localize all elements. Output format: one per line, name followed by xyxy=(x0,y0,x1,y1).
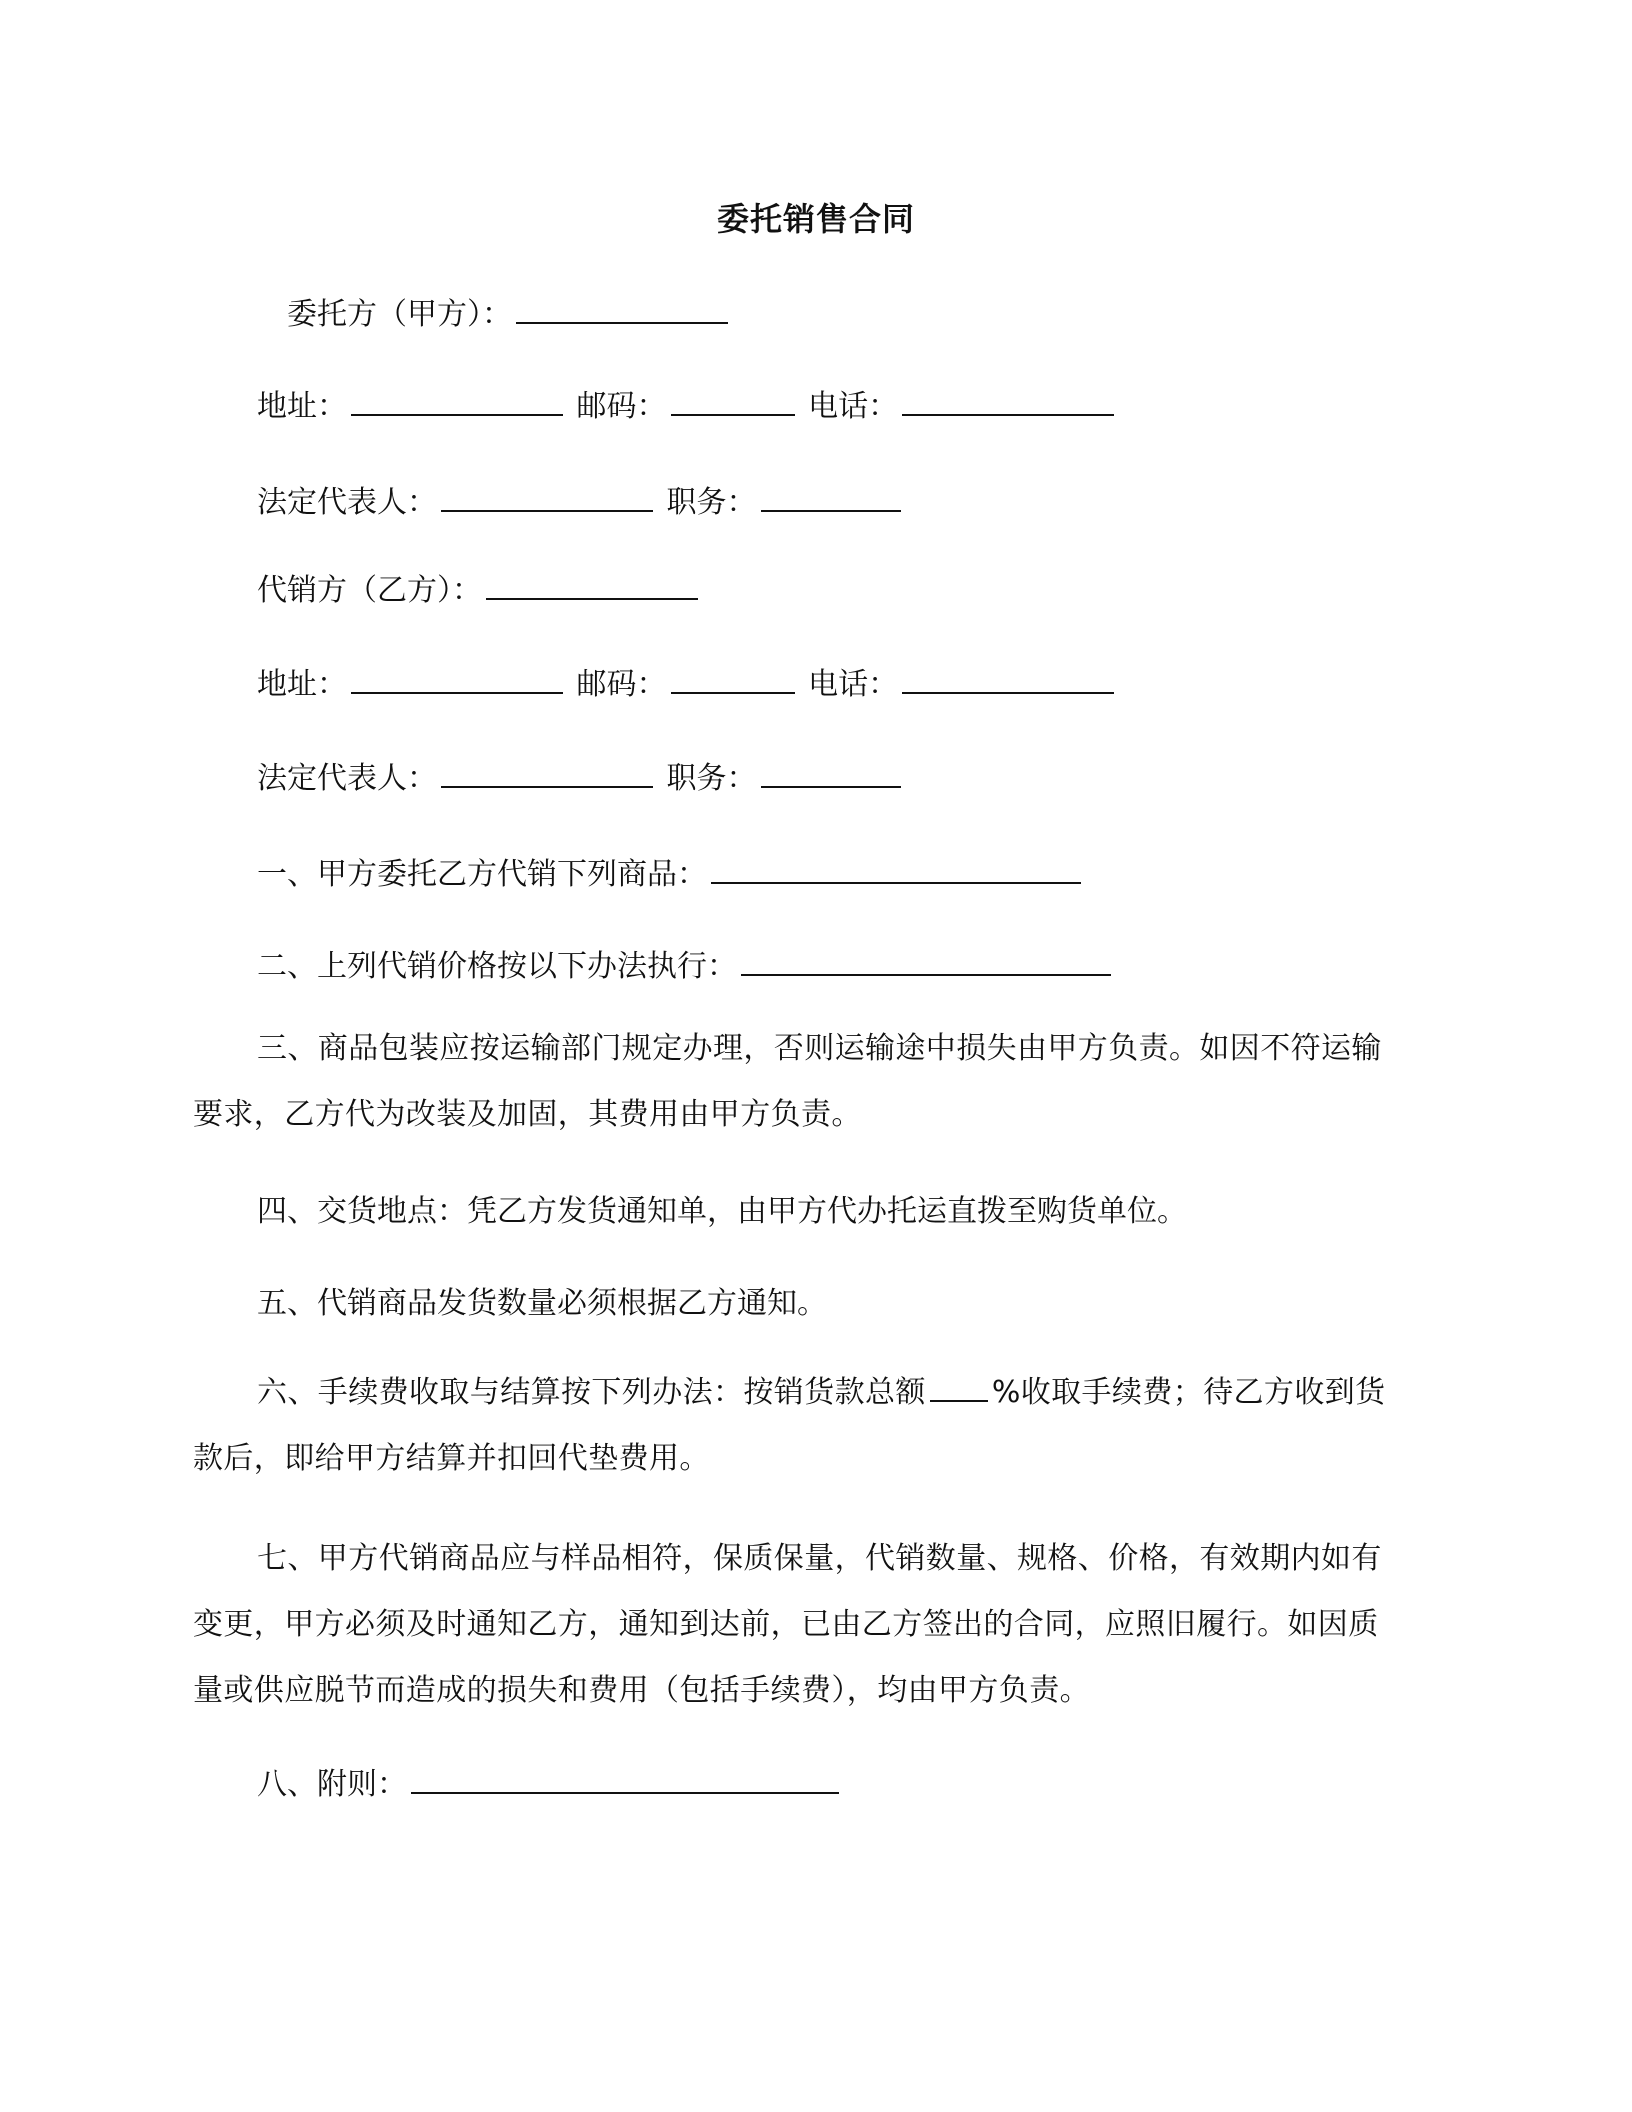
party-b-label: 代销方（乙方）： xyxy=(257,573,482,608)
party-b-address-line xyxy=(257,662,1118,705)
clause-4 xyxy=(257,1192,1187,1232)
document-title: 委托销售合同 xyxy=(716,200,915,238)
clause-6 xyxy=(193,1360,1403,1492)
clause-1 xyxy=(257,852,1085,895)
party-b-address-blank xyxy=(351,662,563,694)
clause-3: 三、商品包装应按运输部门规定办理，否则运输途中损失由甲方负责。如因不符运输要求，乙方代为改装及加固，其费用由甲方负责。 xyxy=(193,1031,1382,1132)
clause-2 xyxy=(257,944,1115,987)
party-a-address-line xyxy=(257,384,1118,427)
party-a-rep-blank xyxy=(441,480,653,512)
clause-4-text: 四、交货地点：凭乙方发货通知单，由甲方代办托运直拨至购货单位。 xyxy=(257,1194,1187,1229)
party-a-position-blank xyxy=(761,480,901,512)
clause-6-percent-blank xyxy=(930,1370,988,1402)
clause-5-text: 五、代销商品发货数量必须根据乙方通知。 xyxy=(257,1286,827,1321)
party-b-address-label: 地址： xyxy=(257,667,347,702)
party-b-position-label: 职务： xyxy=(666,761,757,796)
party-a-phone-label: 电话： xyxy=(808,389,899,424)
party-b-rep-line xyxy=(257,756,905,799)
party-a-postcode-blank xyxy=(671,384,795,416)
party-b-position-blank xyxy=(761,756,901,788)
party-a-postcode-label: 邮码： xyxy=(576,389,667,424)
party-a-blank xyxy=(516,292,728,324)
party-a-rep-line xyxy=(257,480,905,523)
party-a-position-label: 职务： xyxy=(666,485,757,520)
party-a-phone-blank xyxy=(902,384,1114,416)
party-b-line xyxy=(257,568,702,611)
party-b-rep-label: 法定代表人： xyxy=(257,761,437,796)
party-b-postcode-label: 邮码： xyxy=(576,667,667,702)
party-b-blank xyxy=(486,568,698,600)
clause-7: 七、甲方代销商品应与样品相符，保质保量，代销数量、规格、价格，有效期内如有变更，甲方必须及时通知乙方，通知到达前，已由乙方签出的合同，应照旧履行。如因质量或供应脱节而造成的损失和费用（包括手续费），均由甲方负责。 xyxy=(193,1541,1382,1708)
clause-8 xyxy=(257,1762,843,1805)
party-b-postcode-blank xyxy=(671,662,795,694)
clause-8-text: 八、附则： xyxy=(257,1767,407,1802)
clause-2-text: 二、上列代销价格按以下办法执行： xyxy=(257,949,737,984)
clause-1-blank xyxy=(711,852,1081,884)
clause-6-text-post: %收取手续费；待乙方收到货款后，即给甲方结算并扣回代垫费用。 xyxy=(193,1375,1386,1476)
clause-6-text-pre: 六、手续费收取与结算按下列办法：按销货款总额 xyxy=(257,1375,926,1410)
party-a-address-blank xyxy=(351,384,563,416)
party-a-address-label: 地址： xyxy=(257,389,347,424)
clause-8-blank xyxy=(411,1762,839,1794)
party-a-rep-label: 法定代表人： xyxy=(257,485,437,520)
clause-2-blank xyxy=(741,944,1111,976)
party-b-phone-blank xyxy=(902,662,1114,694)
clause-1-text: 一、甲方委托乙方代销下列商品： xyxy=(257,857,707,892)
party-b-rep-blank xyxy=(441,756,653,788)
party-a-label: 委托方（甲方）： xyxy=(287,297,512,332)
party-b-phone-label: 电话： xyxy=(808,667,899,702)
clause-5 xyxy=(257,1284,827,1324)
party-a-line xyxy=(287,292,732,335)
